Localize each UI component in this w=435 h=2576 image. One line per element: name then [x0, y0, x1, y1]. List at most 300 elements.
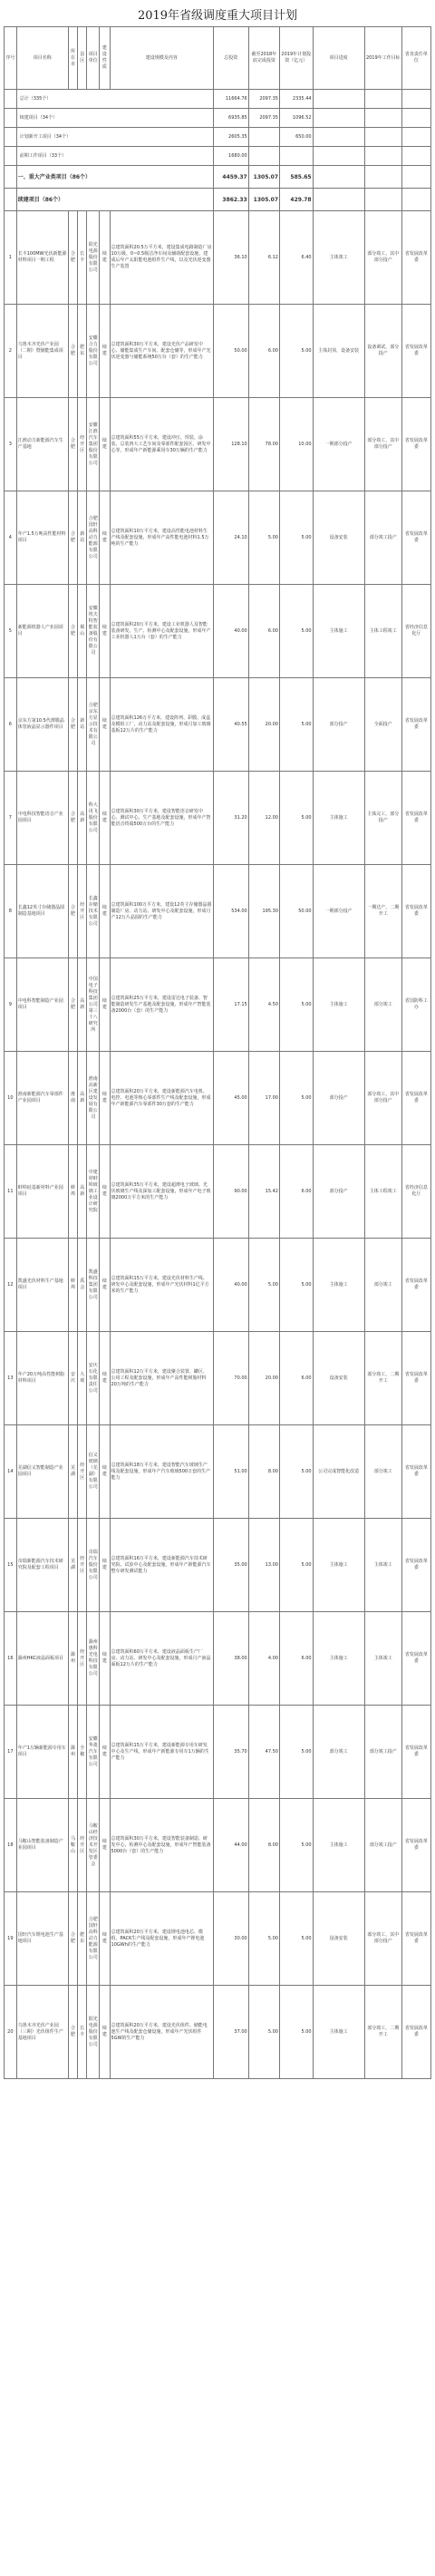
content-cell: 总建筑面积30万平方米，建设智能语音研发中心、测试中心、生产基地及配套设施，形成年产智能语音终端500万台的生产能力	[110, 772, 213, 865]
done-cell: 8.00	[248, 1425, 279, 1519]
table-row	[5, 211, 431, 305]
project-name-cell: 凯盛光伏材料生产基地项目	[16, 1239, 68, 1332]
dept-cell: 省发展改革委	[401, 1239, 430, 1332]
content-cell: 总建筑面积55万平方米，建设冲压、焊装、涂装、总装四大工艺车间及零部件配套园区、研发中心等，形成年产新能源乘用车30万辆的生产能力	[110, 398, 213, 491]
county-cell: 高新	[78, 1052, 87, 1145]
header-total: 总投资	[213, 27, 248, 90]
content-cell: 总建筑面积20.5万平方米，建设集成电路制造厂房10万级、0~0.5级洁净车间及辅助配套设施，建成后年产太阳能电池组件生产线，以及光伏逆变器生产装置	[110, 211, 213, 305]
done-cell: 6.00	[248, 305, 279, 398]
target-cell: 主体工程竣工	[364, 1145, 401, 1239]
seq-cell: 3	[5, 398, 17, 491]
city-cell: 合肥	[68, 585, 77, 678]
org-cell: 合肥京东方显示技术有限公司	[87, 678, 100, 772]
project-name-cell: 乌鲁木齐光伏产业园（二期）暨储能集成项目	[16, 305, 68, 398]
done-cell: 1305.07	[248, 166, 279, 189]
city-cell: 蚌埠	[68, 1239, 77, 1332]
city-cell: 合肥	[68, 305, 77, 398]
progress-cell	[313, 90, 364, 109]
summary-row	[5, 128, 431, 147]
total-cell: 90.00	[213, 1145, 248, 1239]
done-cell: 5.00	[248, 1892, 279, 1986]
table-row	[5, 1706, 431, 1799]
dept-cell: 省发展改革委	[401, 678, 430, 772]
header-build: 建设性质	[100, 27, 110, 90]
header-org: 项目单位	[87, 27, 100, 90]
county-cell: 长丰	[78, 1986, 87, 2079]
target-cell: 一期达产，二期开工	[364, 865, 401, 958]
seq-cell: 12	[5, 1239, 17, 1332]
table-row	[5, 1239, 431, 1332]
county-cell: 新站	[78, 678, 87, 772]
total-cell: 30.00	[213, 1892, 248, 1986]
progress-cell: 设备安装	[313, 1892, 364, 1986]
city-cell: 合肥	[68, 958, 77, 1052]
header-city: 所在市	[68, 27, 77, 90]
plan-cell: 650.00	[280, 128, 314, 147]
target-cell: 部分竣工，其中部分投产	[364, 1052, 401, 1145]
progress-cell: 主体施工	[313, 1799, 364, 1892]
total-cell: 35.70	[213, 1706, 248, 1799]
dept-cell: 省发展改革委	[401, 491, 430, 585]
project-name-cell: 年产20万吨高性能树脂材料项目	[16, 1332, 68, 1425]
progress-cell: 主体施工	[313, 958, 364, 1052]
plan-cell: 5.00	[280, 1239, 314, 1332]
city-cell: 合肥	[68, 211, 77, 305]
table-row	[5, 1986, 431, 2079]
content-cell: 总建筑面积15万平方米，建设光伏材料生产线、研发中心及配套设施，形成年产光伏材料1亿平方米的生产能力	[110, 1239, 213, 1332]
content-cell: 总建筑面积30万平方米，建设智能装备制造、研发中心、检测中心及配套设施，形成年产智能装备5000台（套）的生产能力	[110, 1799, 213, 1892]
project-name-cell: 新能源机器人产业园项目	[16, 585, 68, 678]
build-type-cell: 续建	[100, 1052, 110, 1145]
progress-cell: 主体竣工	[313, 211, 364, 305]
total-cell: 45.00	[213, 1052, 248, 1145]
org-cell: 合肥国轩高科动力能源有限公司	[87, 491, 100, 585]
progress-cell: 一期部分投产	[313, 865, 364, 958]
org-cell: 安徽合力股份有限公司	[87, 305, 100, 398]
county-cell: 经开区	[78, 865, 87, 958]
plan-cell: 6.40	[280, 211, 314, 305]
section-row	[5, 189, 431, 211]
county-cell: 蜀山	[78, 585, 87, 678]
build-type-cell: 续建	[100, 1986, 110, 2079]
plan-cell: 5.00	[280, 1986, 314, 2079]
content-cell: 总建筑面积16万平方米，建设新能源汽车技术研究院、试验中心及配套设施，形成年产新能源汽车整车研发测试能力	[110, 1519, 213, 1612]
build-type-cell: 续建	[100, 1145, 110, 1239]
project-table	[4, 26, 431, 2079]
seq-cell: 4	[5, 491, 17, 585]
county-cell: 新站	[78, 491, 87, 585]
done-cell: 13.00	[248, 1519, 279, 1612]
progress-cell	[313, 166, 364, 189]
done-cell: 1305.07	[248, 189, 279, 211]
table-row	[5, 1425, 431, 1519]
org-cell: 淮南高新区建设发展有限公司	[87, 1052, 100, 1145]
dept-cell: 省发展改革委	[401, 1425, 430, 1519]
project-name-cell: 江淮动力新能源汽车生产基地	[16, 398, 68, 491]
plan-cell	[280, 147, 314, 166]
section-row	[5, 166, 431, 189]
total-cell: 3862.33	[213, 189, 248, 211]
done-cell: 8.00	[248, 1799, 279, 1892]
county-cell: 高新	[78, 958, 87, 1052]
table-body	[5, 90, 431, 2079]
build-type-cell: 续建	[100, 1332, 110, 1425]
target-cell	[364, 189, 401, 211]
content-cell: 总建筑面积30万平方米，建设光伏产品研发中心、储能集成生产车间、配套仓储等，形成年产光伏逆变器与储能系统50万台（套）的生产能力	[110, 305, 213, 398]
progress-cell: 主体施工	[313, 1612, 364, 1706]
header-content: 建设规模及内容	[110, 27, 213, 90]
dept-cell	[401, 166, 430, 189]
total-cell: 35.00	[213, 1519, 248, 1612]
org-cell: 滁州惠科光电科技有限公司	[87, 1612, 100, 1706]
header-seq: 序号	[5, 27, 17, 90]
org-cell: 安徽华菱汽车有限公司	[87, 1706, 100, 1799]
content-cell: 总建筑面积20万平方米，建设光伏组件、储能电池生产线及配套仓储设施，形成年产光伏组件5GW的生产能力	[110, 1986, 213, 2079]
table-row	[5, 1612, 431, 1706]
dept-cell: 省发展改革委	[401, 865, 430, 958]
content-cell: 总建筑面积60万平方米，建设液晶面板生产厂房、动力站、研发中心及配套设施，形成月产液晶面板12万片的生产能力	[110, 1612, 213, 1706]
progress-cell: 主体施工	[313, 585, 364, 678]
total-cell: 6935.85	[213, 109, 248, 128]
target-cell: 主体完工，部分投产	[364, 772, 401, 865]
seq-cell: 10	[5, 1052, 17, 1145]
plan-cell: 5.00	[280, 1892, 314, 1986]
project-name-cell: 长鑫12英寸存储器晶圆制造基地项目	[16, 865, 68, 958]
plan-cell: 2335.44	[280, 90, 314, 109]
target-cell: 全面投产	[364, 678, 401, 772]
total-cell: 50.00	[213, 305, 248, 398]
plan-cell: 5.00	[280, 1425, 314, 1519]
project-name-cell: 淮南新能源汽车零部件产业园项目	[16, 1052, 68, 1145]
dept-cell: 省发展改革委	[401, 398, 430, 491]
seq-cell: 2	[5, 305, 17, 398]
seq-cell: 14	[5, 1425, 17, 1519]
city-cell: 芜湖	[68, 1425, 77, 1519]
progress-cell: 设备安装	[313, 1332, 364, 1425]
build-type-cell: 续建	[100, 398, 110, 491]
section-label: 续建项目（86个）	[16, 189, 213, 211]
seq-cell	[5, 128, 17, 147]
table-row	[5, 585, 431, 678]
dept-cell: 省发展改革委	[401, 305, 430, 398]
city-cell: 合肥	[68, 1986, 77, 2079]
target-cell	[364, 128, 401, 147]
org-cell: 安庆石化有限责任公司	[87, 1332, 100, 1425]
done-cell: 2097.35	[248, 109, 279, 128]
org-cell: 安徽埃夫特智能装备股份有限公司	[87, 585, 100, 678]
org-cell: 中国电子科技集团公司第三十八研究所	[87, 958, 100, 1052]
dept-cell: 省发展改革委	[401, 1519, 430, 1612]
build-type-cell: 续建	[100, 958, 110, 1052]
plan-cell: 5.00	[280, 1706, 314, 1799]
org-cell: 中建材蚌埠玻璃工业设计研究院	[87, 1145, 100, 1239]
plan-cell: 5.00	[280, 958, 314, 1052]
total-cell: 11664.76	[213, 90, 248, 109]
done-cell: 20.00	[248, 678, 279, 772]
seq-cell: 13	[5, 1332, 17, 1425]
table-row	[5, 1519, 431, 1612]
progress-cell	[313, 147, 364, 166]
county-cell: 高新	[78, 772, 87, 865]
build-type-cell: 续建	[100, 1519, 110, 1612]
org-cell: 科大讯飞股份有限公司	[87, 772, 100, 865]
dept-cell: 省发展改革委	[401, 211, 430, 305]
county-cell: 经开区	[78, 398, 87, 491]
dept-cell	[401, 109, 430, 128]
done-cell: 6.00	[248, 585, 279, 678]
total-cell: 40.00	[213, 1239, 248, 1332]
org-cell: 合肥国轩高科动力能源有限公司	[87, 1892, 100, 1986]
progress-cell: 部分投产	[313, 678, 364, 772]
project-name-cell: 蚌埠硅基新材料产业园项目	[16, 1145, 68, 1239]
plan-cell: 5.00	[280, 1799, 314, 1892]
progress-cell	[313, 128, 364, 147]
target-cell: 部分竣工	[364, 1239, 401, 1332]
done-cell: 4.50	[248, 958, 279, 1052]
content-cell: 总建筑面积18万平方米，建设智能汽车玻璃生产线及配套设施，形成年产汽车玻璃500万套的生产能力	[110, 1425, 213, 1519]
city-cell: 安庆	[68, 1332, 77, 1425]
target-cell	[364, 147, 401, 166]
dept-cell	[401, 147, 430, 166]
seq-cell	[5, 147, 17, 166]
summary-label: 续建项目（34个）	[16, 109, 213, 128]
total-cell: 2605.35	[213, 128, 248, 147]
city-cell: 合肥	[68, 398, 77, 491]
seq-cell: 1	[5, 211, 17, 305]
seq-cell: 15	[5, 1519, 17, 1612]
progress-cell: 部分投产	[313, 1052, 364, 1145]
project-name-cell: 奇瑞新能源汽车技术研究院及配套工程项目	[16, 1519, 68, 1612]
city-cell: 滁州	[68, 1612, 77, 1706]
city-cell: 滁州	[68, 1706, 77, 1799]
done-cell: 195.30	[248, 865, 279, 958]
progress-cell	[313, 109, 364, 128]
dept-cell: 省发展改革委	[401, 772, 430, 865]
county-cell: 大观	[78, 1332, 87, 1425]
city-cell: 合肥	[68, 678, 77, 772]
progress-cell: 部分投产	[313, 1145, 364, 1239]
seq-cell: 16	[5, 1612, 17, 1706]
progress-cell: 部分竣工	[313, 1706, 364, 1799]
dept-cell	[401, 128, 430, 147]
summary-row	[5, 147, 431, 166]
content-cell: 总建筑面积12万平方米，建设聚合装置、罐区、公用工程及配套设施，形成年产高性能树脂材料20万吨的生产能力	[110, 1332, 213, 1425]
content-cell: 总建筑面积25万平方米，建设雷达电子装备、智能制造研发生产基地及配套设施，形成年产智能装备2000台（套）的生产能力	[110, 958, 213, 1052]
seq-cell: 18	[5, 1799, 17, 1892]
header-row	[5, 27, 431, 90]
target-cell: 部分竣工	[364, 1425, 401, 1519]
target-cell	[364, 109, 401, 128]
build-type-cell: 续建	[100, 1612, 110, 1706]
dept-cell: 省发展改革委	[401, 1986, 430, 2079]
target-cell: 部分竣工	[364, 958, 401, 1052]
city-cell: 马鞍山	[68, 1799, 77, 1892]
county-cell: 经开区	[78, 1425, 87, 1519]
total-cell: 534.00	[213, 865, 248, 958]
done-cell: 4.00	[248, 1612, 279, 1706]
progress-cell: 主体施工	[313, 1239, 364, 1332]
dept-cell: 省国防科工办	[401, 958, 430, 1052]
header-plan: 2019年计划投资（亿元）	[280, 27, 314, 90]
total-cell: 17.15	[213, 958, 248, 1052]
build-type-cell: 续建	[100, 1239, 110, 1332]
total-cell: 37.00	[213, 1986, 248, 2079]
plan-cell: 5.00	[280, 678, 314, 772]
content-cell: 总建筑面积126万平方米，建设阵列、彩膜、成盒及模组工厂，动力站及配套设施，形成月加工玻璃基板12万片的生产能力	[110, 678, 213, 772]
target-cell: 部分竣工，二期开工	[364, 1332, 401, 1425]
seq-cell	[5, 90, 17, 109]
build-type-cell: 续建	[100, 305, 110, 398]
total-cell: 70.00	[213, 1332, 248, 1425]
build-type-cell: 续建	[100, 491, 110, 585]
seq-cell	[5, 166, 17, 189]
header-county: 县区	[78, 27, 87, 90]
table-row	[5, 1332, 431, 1425]
plan-cell: 5.00	[280, 585, 314, 678]
build-type-cell: 续建	[100, 1799, 110, 1892]
city-cell: 合肥	[68, 865, 77, 958]
progress-cell: 主体封顶，设备安装	[313, 305, 364, 398]
target-cell: 部分竣工，其中部分投产	[364, 1892, 401, 1986]
total-cell: 51.00	[213, 1425, 248, 1519]
project-name-cell: 中电科技智能语音产业园项目	[16, 772, 68, 865]
build-type-cell: 续建	[100, 585, 110, 678]
target-cell	[364, 166, 401, 189]
seq-cell: 5	[5, 585, 17, 678]
target-cell	[364, 90, 401, 109]
seq-cell: 17	[5, 1706, 17, 1799]
seq-cell: 11	[5, 1145, 17, 1239]
section-label: 一、重大产业类项目（86个）	[16, 166, 213, 189]
plan-cell: 1096.52	[280, 109, 314, 128]
city-cell: 合肥	[68, 491, 77, 585]
plan-cell: 6.00	[280, 1145, 314, 1239]
plan-cell: 585.65	[280, 166, 314, 189]
table-row	[5, 772, 431, 865]
city-cell: 淮南	[68, 1052, 77, 1145]
org-cell: 凯盛科技集团有限公司	[87, 1239, 100, 1332]
plan-cell: 5.00	[280, 772, 314, 865]
table-row	[5, 491, 431, 585]
seq-cell: 6	[5, 678, 17, 772]
done-cell: 2097.35	[248, 90, 279, 109]
dept-cell: 省经济信息化厅	[401, 585, 430, 678]
seq-cell: 8	[5, 865, 17, 958]
header-name: 项目名称	[16, 27, 68, 90]
project-name-cell: 马鞍山智能装备制造产业园项目	[16, 1799, 68, 1892]
done-cell: 17.00	[248, 1052, 279, 1145]
page-title: 2019年省级调度重大项目计划	[137, 9, 298, 23]
county-cell: 经开区	[78, 1612, 87, 1706]
county-cell: 全椒	[78, 1706, 87, 1799]
build-type-cell: 续建	[100, 772, 110, 865]
dept-cell	[401, 90, 430, 109]
total-cell: 36.10	[213, 211, 248, 305]
county-cell: 经开区	[78, 1519, 87, 1612]
table-row	[5, 1052, 431, 1145]
table-row	[5, 398, 431, 491]
build-type-cell: 续建	[100, 865, 110, 958]
plan-cell: 50.00	[280, 865, 314, 958]
done-cell: 20.00	[248, 1332, 279, 1425]
org-cell: 阳光电源股份有限公司	[87, 211, 100, 305]
header-progress: 项目进度	[313, 27, 364, 90]
progress-cell: 主体施工	[313, 1519, 364, 1612]
target-cell: 部分竣工，二期开工	[364, 1986, 401, 2079]
plan-cell: 6.00	[280, 1332, 314, 1425]
table-row	[5, 1892, 431, 1986]
total-cell: 31.20	[213, 772, 248, 865]
project-name-cell: 乌鲁木齐光伏产业园（三期）光伏组件生产基地项目	[16, 1986, 68, 2079]
table-row	[5, 1799, 431, 1892]
seq-cell	[5, 109, 17, 128]
county-cell: 肥东	[78, 305, 87, 398]
target-cell: 主体工程竣工	[364, 585, 401, 678]
dept-cell: 省发展改革委	[401, 1706, 430, 1799]
content-cell: 总建筑面积10万平方米，建设高性能电池材料生产线及配套设施，形成年产高性能电池材料1.5万吨的生产能力	[110, 491, 213, 585]
city-cell: 芜湖	[68, 1519, 77, 1612]
progress-cell	[313, 189, 364, 211]
done-cell: 47.50	[248, 1706, 279, 1799]
content-cell: 总建筑面积20万平方米，建设工业机器人及智能装备研发、生产、检测中心及配套设施，形成年产工业机器人1万台（套）的生产能力	[110, 585, 213, 678]
done-cell: 12.00	[248, 772, 279, 865]
org-cell: 安徽江淮汽车集团股份有限公司	[87, 398, 100, 491]
done-cell: 6.12	[248, 211, 279, 305]
table-row	[5, 305, 431, 398]
target-cell: 主体竣工	[364, 1519, 401, 1612]
content-cell: 总建筑面积100万平方米，建设12英寸存储器晶圆制造厂房、动力站、研发中心及配套设施，形成月产12万片晶圆的生产能力	[110, 865, 213, 958]
build-type-cell: 续建	[100, 211, 110, 305]
total-cell: 44.00	[213, 1799, 248, 1892]
summary-row	[5, 90, 431, 109]
header-dept: 省直责任单位	[401, 27, 430, 90]
project-name-cell: 中电科智能制造产业园项目	[16, 958, 68, 1052]
dept-cell: 省发展改革委	[401, 1052, 430, 1145]
table-row	[5, 958, 431, 1052]
build-type-cell: 续建	[100, 678, 110, 772]
progress-cell: 主体施工	[313, 1986, 364, 2079]
total-cell: 1680.00	[213, 147, 248, 166]
summary-label: 计划新开工项目（34个）	[16, 128, 213, 147]
city-cell: 蚌埠	[68, 1145, 77, 1239]
build-type-cell: 续建	[100, 1706, 110, 1799]
county-cell: 肥东	[78, 1892, 87, 1986]
content-cell: 总建筑面积20万平方米，建设锂电池电芯、模组、PACK生产线及配套设施，形成年产锂电池10GWh的生产能力	[110, 1892, 213, 1986]
done-cell: 5.00	[248, 1239, 279, 1332]
total-cell: 24.10	[213, 491, 248, 585]
seq-cell: 19	[5, 1892, 17, 1986]
org-cell: 奇瑞汽车股份有限公司	[87, 1519, 100, 1612]
target-cell: 设备调试，部分投产	[364, 305, 401, 398]
dept-cell: 省发展改革委	[401, 1332, 430, 1425]
project-name-cell: 京东方第10.5代薄膜晶体管液晶显示器件项目	[16, 678, 68, 772]
plan-cell: 5.00	[280, 305, 314, 398]
dept-cell: 省发展改革委	[401, 1612, 430, 1706]
plan-cell: 429.78	[280, 189, 314, 211]
city-cell: 合肥	[68, 772, 77, 865]
summary-label: 总计（335个）	[16, 90, 213, 109]
done-cell: 15.42	[248, 1145, 279, 1239]
total-cell: 38.00	[213, 1612, 248, 1706]
county-cell: 长丰	[78, 211, 87, 305]
progress-cell: 设备安装	[313, 491, 364, 585]
header-target: 2019年工作目标	[364, 27, 401, 90]
content-cell: 总建筑面积35万平方米，建设超薄电子玻璃、光伏玻璃生产线及深加工配套设施，形成年产电子玻璃2000万平方米的生产能力	[110, 1145, 213, 1239]
org-cell: 信义玻璃（芜湖）有限公司	[87, 1425, 100, 1519]
dept-cell	[401, 189, 430, 211]
dept-cell: 省发展改革委	[401, 1799, 430, 1892]
total-cell: 40.00	[213, 585, 248, 678]
